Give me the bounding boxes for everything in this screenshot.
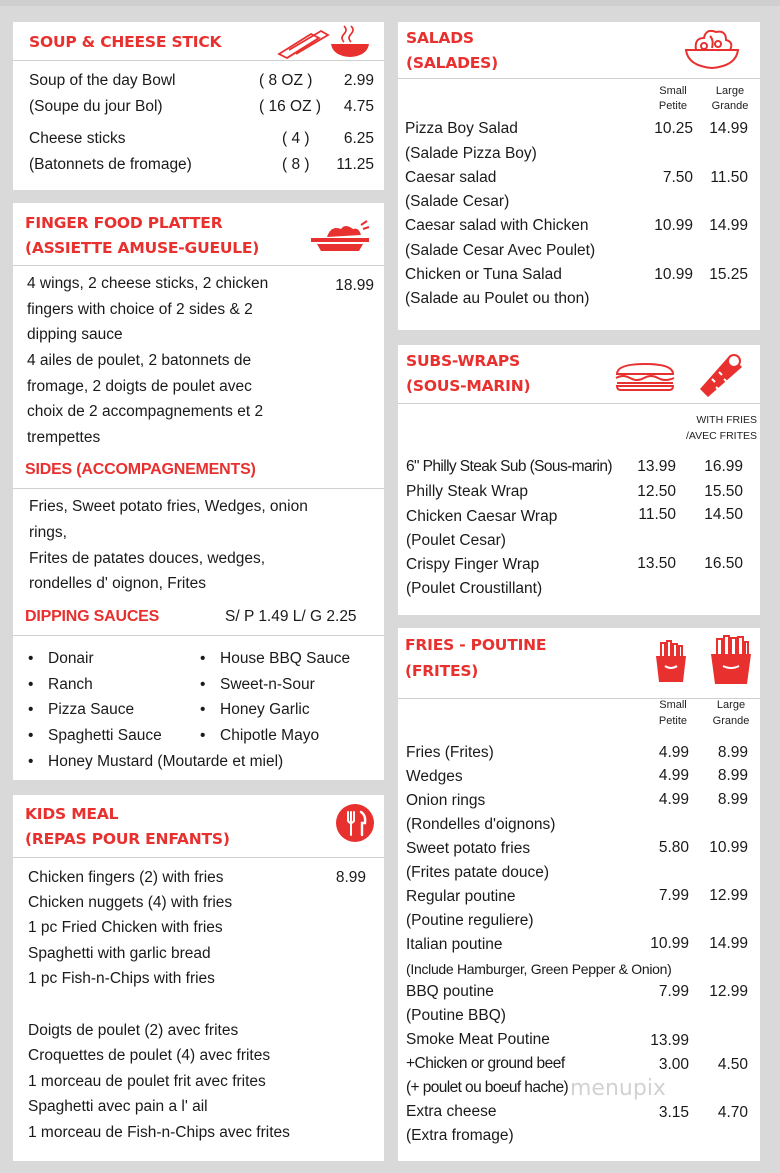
sides-line-1: Fries, Sweet potato fries, Wedges, onion [29,498,308,515]
finger-title-en: FINGER FOOD PLATTER [25,214,223,232]
salads-col1-en: Small [659,85,687,97]
finger-desc-line-6: choix de 2 accompagnements et 2 [27,403,264,420]
fries-2-large: 8.99 [717,767,748,784]
fries-10-small: 3.15 [658,1104,689,1121]
fries-6-name: Italian poutine [406,936,503,953]
subs-title-en: SUBS-WRAPS [406,352,521,370]
soup-item-1-price: 2.99 [343,72,374,89]
salad-2-small: 7.50 [662,169,693,186]
sub-1-name: 6" Philly Steak Sub (Sous-marin) [406,458,612,475]
sauce-right-1: • House BBQ Sauce [220,647,350,671]
kids-title-en: KIDS MEAL [25,805,119,823]
soup-card [13,22,384,190]
kids-price: 8.99 [335,869,366,886]
salad-4-fr: (Salade au Poulet ou thon) [405,290,590,307]
salad-2-fr: (Salade Cesar) [405,193,510,210]
sub-3-fr: (Poulet Cesar) [406,532,506,549]
salad-3-large: 14.99 [709,217,748,234]
fries-7-name: BBQ poutine [406,983,494,1000]
fries-1-small: 4.99 [658,744,689,761]
soup-item-4-name: (Batonnets de fromage) [29,156,192,173]
finger-desc-line-3: dipping sauce [27,326,123,343]
dipping-sauces-title: DIPPING SAUCES [25,608,160,625]
fries-title-en: FRIES - POUTINE [405,636,547,654]
sauce-left-2: • Ranch [48,673,93,697]
kids-en-2: Chicken nuggets (4) with fries [28,894,233,911]
fries-8-small: 13.99 [650,1032,689,1049]
salad-2-name: Caesar salad [405,169,497,186]
soup-item-4-size: ( 8 ) [282,156,310,173]
soup-item-1-size: ( 8 OZ ) [259,72,313,89]
dipping-sauces-price: S/ P 1.49 L/ G 2.25 [225,608,357,625]
fries-title-fr: (FRITES) [405,662,479,680]
kids-en-3: 1 pc Fried Chicken with fries [28,919,223,936]
soup-item-2-name: (Soupe du jour Bol) [29,98,163,115]
fries-3-large: 8.99 [717,791,748,808]
fries-7-large: 12.99 [709,983,748,1000]
salads-title-en: SALADS [406,29,474,47]
fries-4-small: 5.80 [658,839,689,856]
with-fries-en: WITH FRIES [696,414,757,426]
fries-col2-en: Large [716,699,746,711]
kids-fr-1: Doigts de poulet (2) avec frites [28,1022,239,1039]
salad-4-name: Chicken or Tuna Salad [405,266,562,283]
platter-icon [309,219,371,255]
sub-1-price: 13.99 [637,458,676,475]
finger-food-card [13,203,384,780]
soup-item-2-price: 4.75 [343,98,374,115]
fork-knife-icon [335,803,375,843]
salads-col2-fr: Grande [711,100,749,112]
sauce-left-3: • Pizza Sauce [48,698,134,722]
sides-title: SIDES (ACCOMPAGNEMENTS) [25,461,256,478]
watermark: menupix [570,1076,666,1101]
salad-3-fr: (Salade Cesar Avec Poulet) [405,242,596,259]
soup-item-2-size: ( 16 OZ ) [259,98,322,115]
sub-4-fr: (Poulet Croustillant) [406,580,543,597]
sauce-left-4: • Spaghetti Sauce [48,724,162,748]
fries-4-large: 10.99 [709,839,748,856]
sub-2-fries: 15.50 [704,483,743,500]
sauce-right-3: • Honey Garlic [220,698,310,722]
salads-card [398,22,760,330]
soup-item-4-price: 11.25 [336,156,374,173]
with-fries-fr: /AVEC FRITES [686,430,757,442]
sauce-right-4: • Chipotle Mayo [220,724,319,748]
fries-9-small: 3.00 [658,1056,689,1073]
fries-6-small: 10.99 [650,935,689,952]
soup-title: SOUP & CHEESE STICK [29,33,222,51]
sub-3-price: 11.50 [638,506,676,523]
fries-10-large: 4.70 [717,1104,748,1121]
fries-6-large: 14.99 [709,935,748,952]
fries-col2-fr: Grande [712,715,750,727]
subs-wraps-card [398,345,760,615]
kids-en-5: 1 pc Fish-n-Chips with fries [28,970,215,987]
sauce-last: • Honey Mustard (Moutarde et miel) [48,750,283,774]
sub-2-price: 12.50 [637,483,676,500]
sides-line-3: Frites de patates douces, wedges, [29,550,266,567]
salads-title-fr: (SALADES) [406,54,499,72]
fries-4-fr: (Frites patate douce) [406,864,550,881]
finger-desc-line-4: 4 ailes de poulet, 2 batonnets de [27,352,252,369]
fries-7-small: 7.99 [658,983,689,1000]
salad-4-large: 15.25 [709,266,748,283]
fries-1-large: 8.99 [717,744,748,761]
kids-meal-card [13,795,384,1161]
salad-3-name: Caesar salad with Chicken [405,217,589,234]
sides-line-4: rondelles d' oignon, Frites [29,575,207,592]
soup-bowl-icon [329,24,371,60]
sub-4-fries: 16.50 [704,555,743,572]
sub-1-fries: 16.99 [704,458,743,475]
fries-9-large: 4.50 [717,1056,748,1073]
sub-sandwich-icon [613,362,677,392]
fries-5-fr: (Poutine reguliere) [406,912,534,929]
fries-4-name: Sweet potato fries [406,840,531,857]
salad-1-name: Pizza Boy Salad [405,120,518,137]
kids-title-fr: (REPAS POUR ENFANTS) [25,830,230,848]
large-fries-icon [709,634,753,686]
fries-3-small: 4.99 [658,791,689,808]
cheese-sticks-icon [275,28,331,60]
wrap-icon [694,349,746,399]
fries-col1-en: Small [659,699,687,711]
kids-en-1: Chicken fingers (2) with fries [28,869,224,886]
sub-3-name: Chicken Caesar Wrap [406,508,558,525]
fries-10-fr: (Extra fromage) [406,1127,514,1144]
soup-item-3-size: ( 4 ) [282,130,310,147]
soup-item-3-price: 6.25 [343,130,374,147]
salad-1-small: 10.25 [654,120,693,137]
soup-item-3-name: Cheese sticks [29,130,126,147]
fries-5-small: 7.99 [658,887,689,904]
small-fries-icon [653,640,689,684]
fries-2-name: Wedges [406,768,463,785]
salads-col2-en: Large [715,85,745,97]
finger-price: 18.99 [335,277,374,294]
salads-col1-fr: Petite [658,100,688,112]
fries-3-fr: (Rondelles d'oignons) [406,816,556,833]
fries-5-name: Regular poutine [406,888,516,905]
salad-1-fr: (Salade Pizza Boy) [405,145,537,162]
top-edge [0,0,780,6]
sub-2-name: Philly Steak Wrap [406,483,529,500]
fries-3-name: Onion rings [406,792,486,809]
finger-desc-line-5: fromage, 2 doigts de poulet avec [27,378,252,395]
fries-6-note: (Include Hamburger, Green Pepper & Onion) [406,961,672,977]
fries-1-name: Fries (Frites) [406,744,494,761]
salad-3-small: 10.99 [654,217,693,234]
sides-line-2: rings, [29,524,67,541]
salad-2-large: 11.50 [710,169,748,186]
fries-10-name: Extra cheese [406,1103,497,1120]
salad-4-small: 10.99 [654,266,693,283]
kids-fr-5: 1 morceau de Fish-n-Chips avec frites [28,1124,290,1141]
soup-item-1-name: Soup of the day Bowl [29,72,176,89]
kids-fr-2: Croquettes de poulet (4) avec frites [28,1047,271,1064]
fries-2-small: 4.99 [658,767,689,784]
kids-fr-4: Spaghetti avec pain a l' ail [28,1098,208,1115]
sauce-right-2: • Sweet-n-Sour [220,673,315,697]
fries-9-fr: (+ poulet ou boeuf hache) [406,1079,569,1096]
kids-en-4: Spaghetti with garlic bread [28,945,211,962]
fries-5-large: 12.99 [709,887,748,904]
fries-7-fr: (Poutine BBQ) [406,1007,506,1024]
sauce-left-1: • Donair [48,647,94,671]
kids-fr-3: 1 morceau de poulet frit avec frites [28,1073,266,1090]
sub-4-price: 13.50 [637,555,676,572]
finger-desc-line-7: trempettes [27,429,101,446]
salad-bowl-icon [682,24,742,72]
fries-9-name: +Chicken or ground beef [406,1055,565,1072]
fries-8-name: Smoke Meat Poutine [406,1031,550,1048]
sub-3-fries: 14.50 [704,506,743,523]
fries-poutine-card [398,628,760,1161]
fries-col1-fr: Petite [658,715,688,727]
finger-title-fr: (ASSIETTE AMUSE-GUEULE) [25,239,260,257]
sub-4-name: Crispy Finger Wrap [406,556,540,573]
subs-title-fr: (SOUS-MARIN) [406,377,531,395]
finger-desc-line-2: fingers with choice of 2 sides & 2 [27,301,253,318]
salad-1-large: 14.99 [709,120,748,137]
finger-desc-line-1: 4 wings, 2 cheese sticks, 2 chicken [27,275,269,292]
